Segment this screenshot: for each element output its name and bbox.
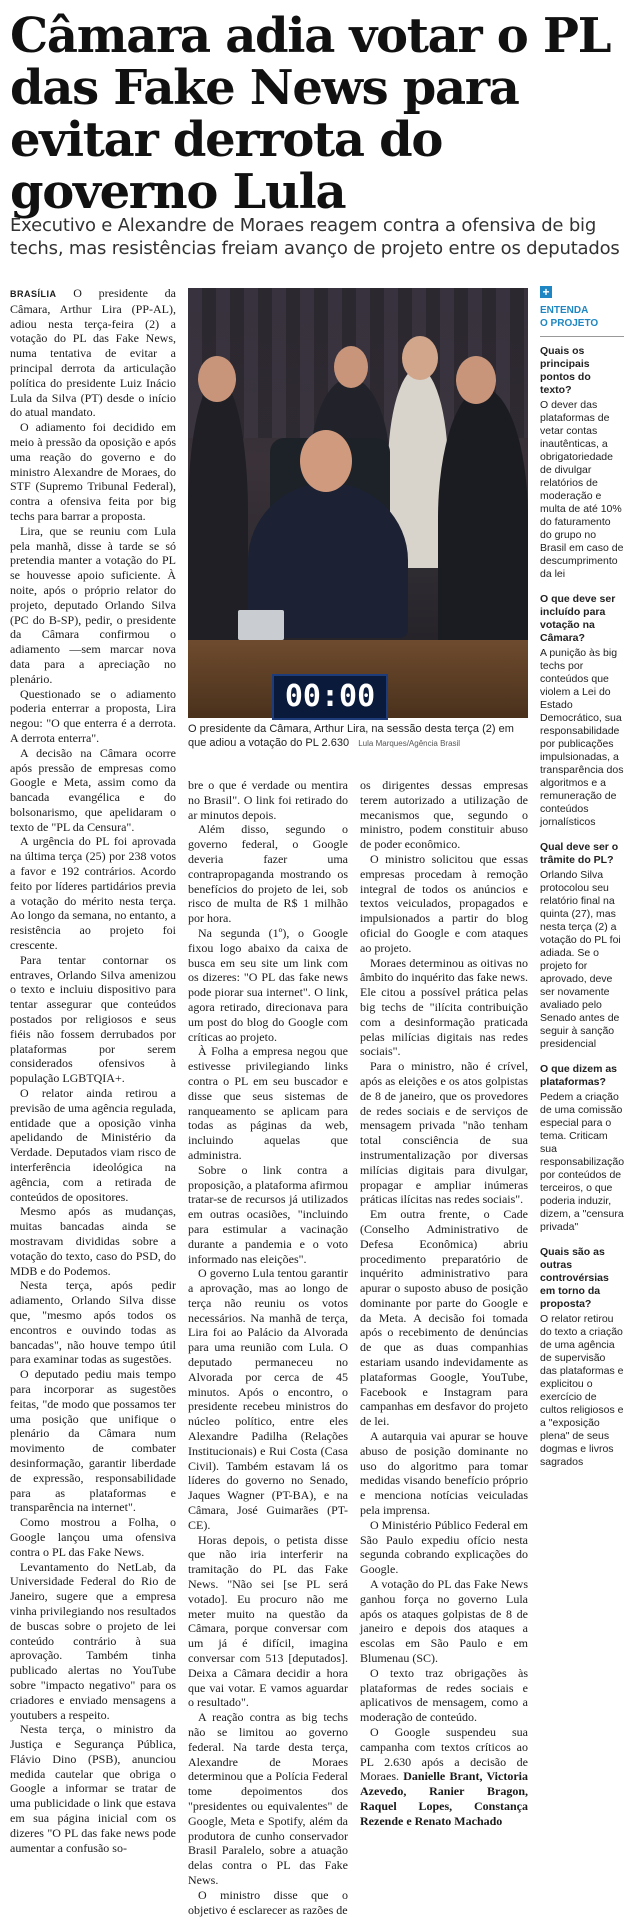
- article-paragraph: O ministro disse que o objetivo é esclarecer as razões de: [188, 1887, 348, 1917]
- article-paragraph: A reação contra as big techs não se limitou ao governo federal. Na tarde desta terça, Alexandre de Moraes determinou que a Polícia Federal tome depoimentos dos "presidentes ou equivalentes" de Google, Meta e Spotify, além da produtora de cunho conservador Brasil Paralelo, sobre a atuação delas contra o PL das Fake News.: [188, 1710, 348, 1887]
- article-paragraph: os dirigentes dessas empresas terem autorizado a utilização de mecanismos que, segundo o ministro, podem constituir abuso de poder econômico.: [360, 778, 528, 852]
- sidebar-divider: [540, 336, 624, 337]
- article-paragraph: Para o ministro, não é crível, após as eleições e os atos golpistas de 8 de janeiro, que os provedores de redes sociais e de serviços de mensagem privada "não tenham total consciência de sua instrumentalização por diversas milícias digitais para divulgar, propagar e ampliar inúmeras práticas ilícitas nas redes sociais".: [360, 1059, 528, 1207]
- person-right: [438, 388, 528, 648]
- article-paragraph: Para tentar contornar os entraves, Orlando Silva amenizou o texto e incluiu dispositivo para tentar assegurar que conteúdos postados por religiosos e seus fiéis não fossem derrubados por plataformas por serem considerados ofensivos à população LGBTQIA+.: [10, 952, 176, 1086]
- article-paragraph: Levantamento do NetLab, da Universidade Federal do Rio de Janeiro, sugere que a empresa vinha privilegiando nos resultados de buscas sobre o projeto de lei conteúdo contrário à sua aprovação. Também tinha publicado alertas no YouTube sobre "impacto negativo" para os criadores e enviado mensagens a youtubers a respeito.: [10, 1559, 176, 1722]
- article-paragraph: Questionado se o adiamento poderia enterrar a proposta, Lira negou: "O que enterra é a derrota. A derrota enterra".: [10, 686, 176, 745]
- monitor: [238, 610, 284, 640]
- speaker-head: [300, 430, 352, 492]
- article-paragraph: O Ministério Público Federal em São Paulo expediu ofício nesta segunda cobrando explicações do Google.: [360, 1517, 528, 1577]
- standfirst: Executivo e Alexandre de Moraes reagem contra a ofensiva de big techs, mas resistências freiam avanço de projeto entre os deputados: [10, 215, 620, 259]
- sidebar-answer: Orlando Silva protocolou seu relatório final na quinta (27), mas nesta terça (2) a votação do PL foi adiada. Se o projeto for aprovado, deve ser novamente avaliado pelo Senado antes de seguir à sanção presidencial: [540, 869, 621, 1050]
- article-column-2: [188, 778, 348, 1917]
- sidebar-question: Quais os principais pontos do texto?: [540, 345, 591, 396]
- sidebar-title: ENTENDA O PROJETO: [540, 305, 599, 329]
- article-paragraph: Na segunda (1º), o Google fixou logo abaixo da caixa de busca em seu site um link com os dizeres: "O PL das fake news pode piorar sua internet". O link, agora retirado, direcionava para um post do blog do Google com críticas ao projeto.: [188, 925, 348, 1044]
- article-paragraph: BRASÍLIA O presidente da Câmara, Arthur Lira (PP-AL), adiou nesta terça-feira (2) a votação do PL das Fake News, numa tentativa de evitar a principal derrota da articulação política do presidente Luiz Inácio Lula da Silva (PT) desde o início do atual mandato.: [10, 286, 176, 420]
- article-paragraph: O governo Lula tentou garantir a aprovação, mas ao longo de terça não reuniu os votos necessários. Na manhã de terça, Lira foi ao Palácio da Alvorada para uma reunião com Lula. O deputado permaneceu no Alvorada por cerca de 45 minutos. Após o encontro, o presidente recebeu ministros do núcleo político, entre eles Alexandre Padilha (Relações Institucionais) e Rui Costa (Casa Civil). Também estavam lá os líderes do governo no Senado, Jaques Wagner (PT-BA), e na Câmara, José Guimarães (PT-CE).: [188, 1266, 348, 1532]
- sidebar-answer: Pedem a criação de uma comissão especial para o tema. Criticam sua responsabilização por conteúdos de terceiros, o que poderia induzir, dizem, a "censura privada": [540, 1091, 625, 1233]
- byline: Danielle Brant, Victoria Azevedo, Ranier Bragon, Raquel Lopes, Constança Rezende e Renato Machado: [360, 1769, 528, 1828]
- person-right-head: [456, 356, 496, 404]
- article-column-3: [360, 778, 528, 1828]
- sidebar-question: Qual deve ser o trâmite do PL?: [540, 841, 619, 866]
- article-paragraph: Lira, que se reuniu com Lula pela manhã, disse à tarde se só pretendia manter a votação do PL se houvesse apoio suficiente. À noite, após o próprio relator do projeto, deputado Orlando Silva (PC do B-SP), pedir, o presidente da Câmara confirmou o adiamento —sem marcar nova data para a apreciação no plenário.: [10, 523, 176, 686]
- article-paragraph: Além disso, segundo o governo federal, o Google deveria fazer uma contrapropaganda mostrando os benefícios do projeto de lei, sob risco de multa de R$ 1 milhão por hora.: [188, 822, 348, 926]
- article-paragraph: Sobre o link contra a proposição, a plataforma afirmou tratar-se de recursos já utilizados em outras ocasiões, "incluindo para estimular a vacinação durante a pandemia e o voto informado nas eleições".: [188, 1162, 348, 1266]
- article-paragraph: À Folha a empresa negou que estivesse privilegiando links contra o PL em seu buscador e disse que seus sistemas de ranqueamento se aplicam para todas as páginas da web, incluindo aquelas que administra.: [188, 1044, 348, 1162]
- article-photo: [188, 288, 528, 718]
- article-paragraph: Nesta terça, o ministro da Justiça e Segurança Pública, Flávio Dino (PSB), anunciou medida cautelar que obriga o Google a informar se tratar de uma publicidade o link que estava em sua página inicial com os dizeres "O PL das fake news pode aumentar a confusão so-: [10, 1722, 176, 1855]
- article-paragraph: A decisão na Câmara ocorre após pressão de empresas como Google e Meta, assim como da bancada evangélica e do bolsonarismo, que apelidaram o texto de "PL da Censura".: [10, 745, 176, 834]
- sidebar-answer: A punição às big techs por conteúdos que violem a Lei do Estado Democrático, sua responsabilidade por publicações impulsionadas, a transparência dos algoritmos e a remuneração de conteúdos jornalísticos: [540, 647, 624, 828]
- person-center-back-head: [334, 346, 368, 388]
- article-column-1: [10, 286, 176, 1855]
- article-paragraph: O texto traz obrigações às plataformas de redes sociais e aplicativos de mensagem, como a moderação de conteúdo.: [360, 1665, 528, 1725]
- article-paragraph: O relator ainda retirou a previsão de uma agência regulada, entidade que a oposição vinha apelidando de Ministério da Verdade. Deputados viam risco de interferência ideológica na agência, com a retirada de conteúdos de opositores.: [10, 1086, 176, 1204]
- timer-display: 00:00: [272, 674, 388, 720]
- sidebar-question: O que deve ser incluído para votação na Câmara?: [540, 593, 616, 644]
- article-paragraph: Como mostrou a Folha, o Google lançou uma ofensiva contra o PL das Fake News.: [10, 1515, 176, 1559]
- photo-caption: O presidente da Câmara, Arthur Lira, na sessão desta terça (2) em que adiou a votação do PL 2.630 Lula Marques/Agência Brasil: [188, 723, 514, 749]
- article-paragraph: Horas depois, o petista disse que não iria interferir na tramitação do PL das Fake News. "Não sei [se PL será votado]. Eu procuro não me meter muito na questão da Câmara, porque conversar com um já é difícil, imagina conversar com 513 [deputados]. Deixa a Câmara decidir a hora que vai votar. E vamos aguardar o resultado".: [188, 1532, 348, 1710]
- sidebar-answer: O dever das plataformas de vetar contas inautênticas, a obrigatoriedade de divulgar relatórios de moderação e multa de até 10% do faturamento do grupo no Brasil em caso de descumprimento da lei: [540, 399, 624, 580]
- article-paragraph: A votação do PL das Fake News ganhou força no governo Lula após os ataques golpistas de 8 de janeiro e depois dos ataques a escolas em São Paulo e em Blumenau (SC).: [360, 1577, 528, 1666]
- article-paragraph: Nesta terça, após pedir adiamento, Orlando Silva disse que, "mesmo após todos os encontros e ouvindo todas as bancadas", não houve tempo útil para examinar todas as sugestões.: [10, 1278, 176, 1367]
- article-paragraph: Mesmo após as mudanças, muitas bancadas ainda se mostravam divididas sobre a votação do texto, caso do PSD, do MDB e do Podemos.: [10, 1204, 176, 1278]
- dateline: BRASÍLIA: [10, 289, 57, 299]
- article-paragraph: bre o que é verdade ou mentira no Brasil". O link foi retirado do ar minutos depois.: [188, 778, 348, 822]
- article-paragraph: Em outra frente, o Cade (Conselho Administrativo de Defesa Econômica) abriu procedimento preparatório de inquérito administrativo para apurar o suposto abuso de posição dominante por parte do Google e da Meta. A decisão foi tomada após o recebimento de denúncias de que as duas companhias estariam usando indevidamente as plataformas Google, YouTube, Facebook e Instagram para campanhas em desfavor do projeto de lei.: [360, 1207, 528, 1429]
- article-paragraph: O adiamento foi decidido em meio à pressão da oposição e após uma reação do governo e do ministro Alexandre de Moraes, do STF (Supremo Tribunal Federal), contra a ofensiva feita por big techs para barrar a proposta.: [10, 420, 176, 523]
- plus-icon: +: [540, 286, 552, 298]
- sidebar-question: Quais são as outras controvérsias em torno da proposta?: [540, 1246, 609, 1310]
- sidebar-entenda: [540, 286, 624, 1792]
- photo-credit: Lula Marques/Agência Brasil: [358, 739, 461, 748]
- article-paragraph: O Google suspendeu sua campanha com textos críticos ao PL 2.630 após a decisão de Moraes. Danielle Brant, Victoria Azevedo, Ranier Bragon, Raquel Lopes, Constança Rezende e Renato Machado: [360, 1725, 528, 1828]
- article-paragraph: O ministro solicitou que essas empresas procedam à remoção integral de todos os anúncios e textos veiculados, propagados e impulsionados a partir do blog oficial do Google e com ataques ao projeto.: [360, 851, 528, 955]
- article-paragraph: A autarquia vai apurar se houve abuso de posição dominante no uso do algoritmo para tomar medidas visando benefício próprio e menciona notícias veiculadas pela imprensa.: [360, 1429, 528, 1518]
- headline: Câmara adia votar o PL das Fake News para evitar derrota do governo Lula: [10, 8, 611, 220]
- person-left: [188, 378, 248, 648]
- person-left-head: [198, 356, 236, 402]
- sidebar-answer: O relator retirou do texto a criação de uma agência de supervisão das plataformas e explicitou o exercício de cultos religiosos e a "exposição plena" de seus dogmas e livros sagrados: [540, 1313, 624, 1468]
- sidebar-question: O que dizem as plataformas?: [540, 1063, 618, 1088]
- article-paragraph: Moraes determinou as oitivas no âmbito do inquérito das fake news. Ele citou a possível prática pelas big techs de "ilícita contribuição com a desinformação praticada pelas milícias digitais nas redes sociais".: [360, 955, 528, 1059]
- article-paragraph: O deputado pediu mais tempo para incorporar as sugestões feitas, "de modo que possamos ter uma posição que unifique o plenário da Câmara num movimento de combater desinformação, garantir liberdade de expressão, responsabilidade para as plataformas e transparência na internet".: [10, 1367, 176, 1515]
- article-paragraph: A urgência do PL foi aprovada na última terça (25) por 238 votos a favor e 192 contrários. Acordo feito por líderes partidários previa a votação do mérito nesta terça. Ao longo da semana, no entanto, a resistência ao projeto foi crescente.: [10, 834, 176, 953]
- person-right-back-head: [402, 336, 438, 380]
